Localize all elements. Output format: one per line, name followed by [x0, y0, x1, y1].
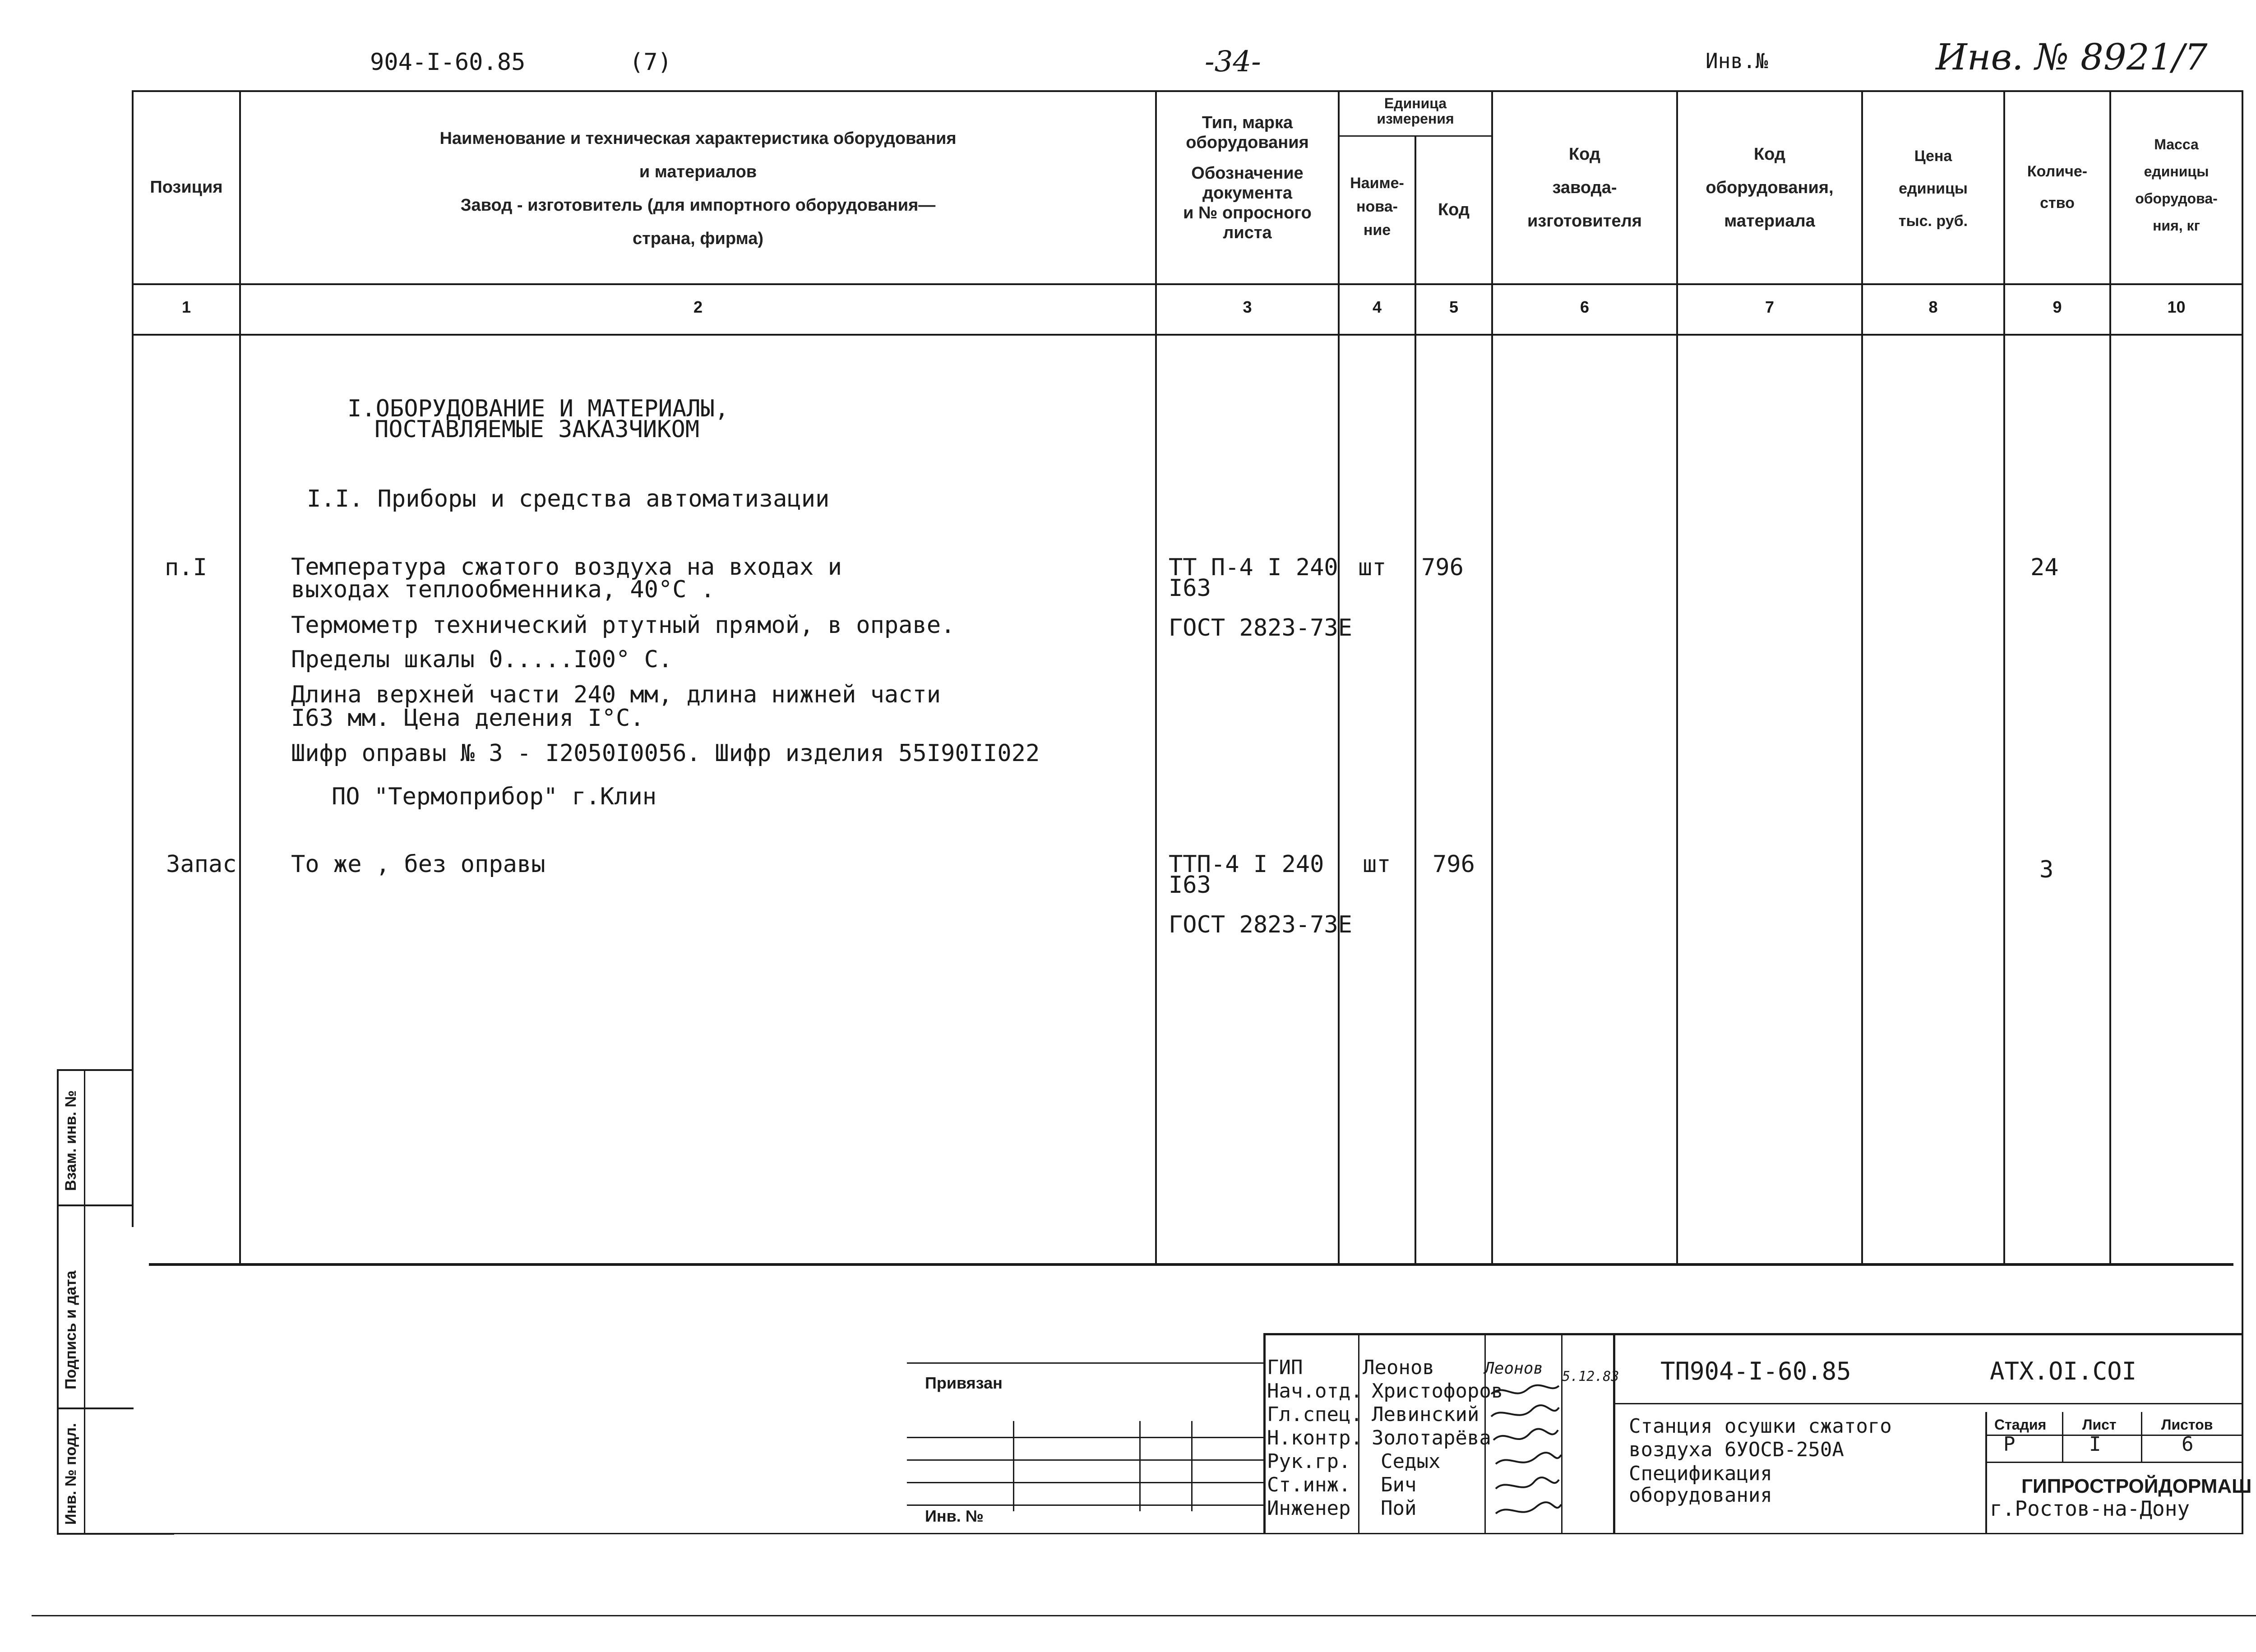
- header-price: Цена единицы тыс. руб.: [1898, 148, 1968, 230]
- side-stamp-top: [57, 1069, 134, 1071]
- column-number-row-border: [132, 334, 2243, 336]
- header-unit-group: Единица измерения: [1377, 95, 1454, 127]
- binding-row-4: [907, 1504, 1263, 1506]
- col-divider-0: [132, 90, 134, 1227]
- header-equipment-code: Код оборудования, материала: [1706, 145, 1834, 231]
- subsection-title: I.I. Приборы и средства автоматизации: [307, 485, 830, 512]
- role-group-lead: Рук.гр.: [1267, 1450, 1351, 1473]
- sheet-outer-bottom-line: [32, 1615, 2256, 1616]
- title-block-stage-bottom: [1987, 1462, 2242, 1463]
- col-num-8: 8: [1928, 298, 1938, 316]
- row-1-type: ТТ П-4 I 240 I63 ГОСТ 2823-73Е: [1169, 554, 1352, 641]
- side-stamp-replacement-inv: Взам. инв. №: [62, 1090, 79, 1191]
- title-block-code-divider: [1615, 1403, 2242, 1404]
- binding-col-1: [1013, 1421, 1014, 1511]
- name-chief-spec: Левинский: [1372, 1403, 1479, 1426]
- header-position: Позиция: [150, 178, 223, 197]
- title-block-date-col: [1613, 1333, 1615, 1534]
- organization-name: ГИПРОСТРОЙДОРМАШ: [2021, 1475, 2252, 1497]
- row-1-position: п.I: [165, 554, 207, 581]
- binding-label: Привязан: [925, 1374, 1003, 1392]
- page-number: -34-: [1205, 45, 1261, 78]
- col-divider-1: [239, 90, 241, 1263]
- binding-row-2: [907, 1459, 1263, 1461]
- side-stamp-mid: [84, 1069, 85, 1534]
- header-unit-name: Наиме- нова- ние: [1350, 175, 1404, 239]
- side-stamp-split-2: [57, 1407, 134, 1409]
- signature-gip: Леонов: [1484, 1359, 1544, 1378]
- table-top-border: [132, 90, 2243, 92]
- col-divider-6: [1676, 90, 1678, 1263]
- row-2-unit-code: 796: [1433, 851, 1475, 878]
- sheet-value: I: [2089, 1433, 2101, 1456]
- header-bottom-border: [132, 283, 2243, 285]
- title-block-sheets-col: [2141, 1412, 2142, 1462]
- binding-top: [907, 1362, 1263, 1364]
- side-stamp-left: [57, 1069, 59, 1534]
- role-senior-eng: Ст.инж.: [1267, 1473, 1351, 1496]
- inventory-handwritten: Инв. № 8921/7: [1936, 36, 2208, 78]
- name-senior-eng: Бич: [1381, 1473, 1417, 1496]
- binding-col-3: [1191, 1421, 1193, 1511]
- row-2-quantity: 3: [2039, 856, 2054, 883]
- side-stamp-split-1: [57, 1204, 134, 1206]
- binding-row-3: [907, 1482, 1263, 1483]
- name-gip: Леонов: [1363, 1356, 1434, 1379]
- row-2-position: Запас: [166, 851, 237, 878]
- section-title: I.ОБОРУДОВАНИЕ И МАТЕРИАЛЫ, ПОСТАВЛЯЕМЫЕ ЗАКАЗЧИКОМ: [347, 395, 729, 443]
- side-stamp-original-inv: Инв. № подл.: [62, 1423, 79, 1525]
- date-gip: 5.12.83: [1562, 1369, 1619, 1384]
- header-factory-code: Код завода- изготовителя: [1527, 145, 1642, 231]
- copy-number: (7): [629, 49, 672, 76]
- title-block-top: [1263, 1333, 2242, 1335]
- project-code: ТП904-I-60.85: [1660, 1357, 1851, 1385]
- col-divider-3: [1338, 90, 1340, 1263]
- col-divider-2: [1155, 90, 1157, 1263]
- name-head-dept: Христофоров: [1372, 1380, 1503, 1403]
- side-stamp-signature-date: Подпись и дата: [62, 1270, 79, 1389]
- col-num-10: 10: [2167, 298, 2186, 316]
- row-2-description: То же , без оправы: [291, 851, 546, 878]
- header-mass: Масса единицы оборудова- ния, кг: [2135, 136, 2218, 234]
- table-bottom-border: [149, 1263, 2233, 1266]
- name-group-lead: Седых: [1381, 1450, 1441, 1473]
- object-name: Станция осушки сжатого воздуха 6УОСВ-250А: [1629, 1415, 1892, 1461]
- signature-scribbles: [1487, 1380, 1563, 1525]
- document-name: Спецификация оборудования: [1629, 1462, 1772, 1507]
- row-1-unit-code: 796: [1421, 554, 1464, 581]
- header-quantity: Количе- ство: [2027, 163, 2088, 212]
- row-2-type: ТТП-4 I 240 I63 ГОСТ 2823-73Е: [1169, 851, 1352, 938]
- col-num-6: 6: [1580, 298, 1590, 316]
- row-1-unit-name: шт: [1358, 554, 1387, 581]
- organization-city: г.Ростов-на-Дону: [1990, 1496, 2190, 1521]
- role-engineer: Инженер: [1267, 1497, 1351, 1520]
- header-type: Тип, марка оборудования Обозначение документа и № опросного листа: [1183, 113, 1312, 242]
- header-name: Наименование и техническая характеристика оборудования и материалов Завод - изготовитель (для импортного оборудования— страна, фирма): [439, 129, 957, 248]
- col-num-9: 9: [2053, 298, 2062, 316]
- col-num-1: 1: [181, 298, 191, 316]
- name-engineer: Пой: [1381, 1497, 1417, 1520]
- col-divider-5: [1491, 90, 1493, 1263]
- role-gip: ГИП: [1267, 1356, 1303, 1379]
- col-num-4: 4: [1372, 298, 1382, 316]
- col-num-7: 7: [1765, 298, 1775, 316]
- title-block-sheet-col: [2062, 1412, 2063, 1462]
- inventory-label: Инв.№: [1706, 49, 1768, 73]
- binding-col-2: [1139, 1421, 1141, 1511]
- col-divider-7: [1861, 90, 1863, 1263]
- row-1-description: Температура сжатого воздуха на входах и выходах теплообменника, 40°С . Термометр технический ртутный прямой, в оправе. Пределы шкалы 0.....I00° С. Длина верхней части 240 мм, длина нижней части I63 мм. Цена деления I°С. Шифр оправы № 3 - I2050I0056. Шифр изделия 55I90II022 ПО "Термоприбор" г.Клин: [291, 554, 1040, 810]
- role-chief-spec: Гл.спец.: [1267, 1403, 1363, 1426]
- col-divider-9: [2109, 90, 2111, 1263]
- sheets-value: 6: [2182, 1433, 2194, 1456]
- name-norm-control: Золотарёва: [1372, 1426, 1491, 1449]
- col-num-5: 5: [1449, 298, 1459, 316]
- sheets-label: Листов: [2161, 1417, 2213, 1433]
- title-block-stage-left: [1985, 1412, 1987, 1534]
- sheet-label: Лист: [2082, 1417, 2117, 1433]
- row-1-quantity: 24: [2030, 554, 2059, 581]
- role-norm-control: Н.контр.: [1267, 1426, 1363, 1449]
- col-divider-8: [2003, 90, 2005, 1263]
- col-num-3: 3: [1243, 298, 1252, 316]
- doc-code: 904-I-60.85: [370, 49, 526, 76]
- role-head-dept: Нач.отд.: [1267, 1380, 1363, 1403]
- title-block-stage-row: [1987, 1435, 2242, 1436]
- stage-label: Стадия: [1994, 1417, 2047, 1433]
- binding-inv-label: Инв. №: [925, 1507, 984, 1525]
- sheet-code: АТХ.OI.COI: [1990, 1357, 2137, 1385]
- col-num-2: 2: [693, 298, 703, 316]
- title-block-left: [1263, 1333, 1266, 1534]
- sheet-bottom-line: [132, 1533, 2243, 1534]
- row-2-unit-name: шт: [1363, 851, 1391, 878]
- binding-row-1: [907, 1437, 1263, 1438]
- col-divider-10: [2242, 90, 2243, 1263]
- header-unit-code: Код: [1438, 200, 1470, 219]
- stage-value: Р: [2003, 1433, 2016, 1456]
